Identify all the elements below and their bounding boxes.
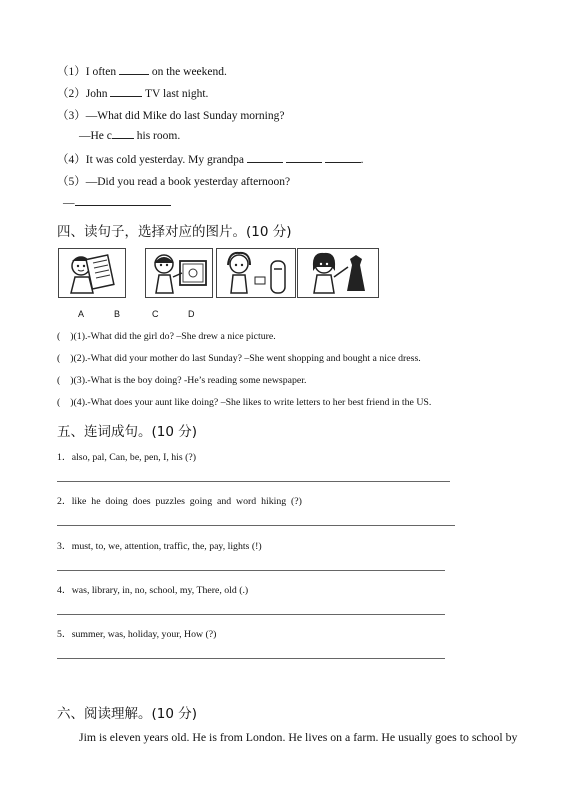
answer-blank[interactable]	[247, 153, 283, 163]
fill-blank-3b: —He c his room.	[79, 130, 181, 142]
answer-line-4[interactable]	[57, 614, 445, 615]
answer-bracket[interactable]: (	[57, 353, 61, 364]
picture-label-b: B	[114, 309, 121, 319]
section-5-item-3: 3．must, to, we, attention, traffic, the, pay, lights (!)	[57, 541, 262, 552]
picture-c	[216, 248, 296, 298]
answer-line-5[interactable]	[57, 658, 445, 659]
section-5-item-2: 2．like he doing does puzzles going and word hiking (?)	[57, 496, 302, 507]
woman-posting-letter-icon	[217, 249, 295, 297]
answer-blank[interactable]	[110, 87, 142, 97]
picture-a	[58, 248, 126, 298]
answer-blank[interactable]	[119, 65, 149, 75]
fill-blank-4: （4）It was cold yesterday. My grandpa .	[57, 154, 364, 166]
woman-shopping-dress-icon	[298, 249, 378, 297]
girl-drawing-picture-icon	[146, 249, 212, 297]
answer-bracket[interactable]: (	[57, 375, 61, 386]
section-6-title: 六、阅读理解。(10 分)	[57, 706, 198, 722]
answer-line-1[interactable]	[57, 481, 450, 482]
answer-line-3[interactable]	[57, 570, 445, 571]
section-4-question-2: ( )(2).-What did your mother do last Sunday? –She went shopping and bought a nice dress.	[57, 353, 421, 364]
answer-blank[interactable]	[325, 153, 361, 163]
fill-blank-1: （1）I often on the weekend.	[57, 66, 227, 78]
section-5-item-4: 4．was, library, in, no, school, my, There, old (.)	[57, 585, 249, 596]
fill-blank-3: （3）—What did Mike do last Sunday morning?	[57, 110, 285, 122]
fill-blank-2: （2）John TV last night.	[57, 88, 209, 100]
answer-bracket[interactable]: (	[57, 397, 61, 408]
fill-blank-5b: —	[63, 196, 171, 209]
answer-blank[interactable]	[75, 196, 171, 206]
answer-bracket[interactable]: (	[57, 331, 61, 342]
boy-reading-newspaper-icon	[59, 249, 125, 297]
section-4-title: 四、读句子，选择对应的图片。(10 分)	[57, 224, 292, 240]
answer-line-2[interactable]	[57, 525, 455, 526]
reading-passage: Jim is eleven years old. He is from London. He lives on a farm. He usually goes to school by	[79, 730, 518, 744]
picture-label-a: A	[78, 309, 85, 319]
section-5-title: 五、连词成句。(10 分)	[57, 424, 198, 440]
section-4-question-1: ( )(1).-What did the girl do? –She drew a nice picture.	[57, 331, 276, 342]
fill-blank-5: （5）—Did you read a book yesterday afternoon?	[57, 176, 291, 188]
answer-blank[interactable]	[286, 153, 322, 163]
section-5-item-1: 1．also, pal, Can, be, pen, I, his (?)	[57, 452, 197, 463]
picture-b	[145, 248, 213, 298]
section-5-item-5: 5．summer, was, holiday, your, How (?)	[57, 629, 217, 640]
picture-d	[297, 248, 379, 298]
section-4-question-4: ( )(4).-What does your aunt like doing? –She likes to write letters to her best friend in the US.	[57, 397, 432, 408]
picture-label-c: C	[152, 309, 159, 319]
section-4-question-3: ( )(3).-What is the boy doing? -He’s reading some newspaper.	[57, 375, 307, 386]
answer-blank[interactable]	[112, 129, 134, 139]
picture-label-d: D	[188, 309, 195, 319]
